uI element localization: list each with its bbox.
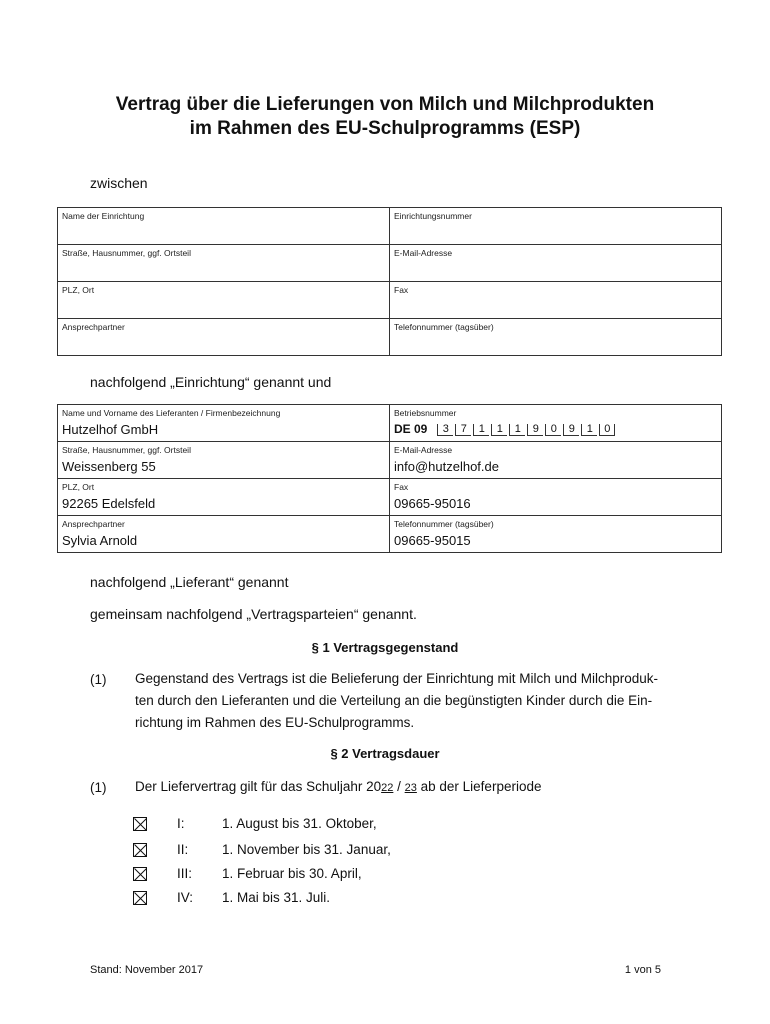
- supplier-number-digit: 7: [455, 424, 471, 436]
- supplier-name-field[interactable]: [58, 405, 390, 442]
- supplier-street-value: Weissenberg 55: [62, 459, 156, 474]
- supplier-contact-field[interactable]: [58, 516, 390, 553]
- section1-number: (1): [90, 672, 107, 687]
- after-institution-text: nachfolgend „Einrichtung“ genannt und: [90, 374, 332, 390]
- supplier-phone-value: 09665-95015: [394, 533, 471, 548]
- section2-heading: § 2 Vertragsdauer: [330, 746, 440, 761]
- institution-name-label: Name der Einrichtung: [62, 211, 145, 221]
- supplier-number-digit: 1: [473, 424, 489, 436]
- institution-name-field[interactable]: [58, 208, 390, 245]
- supplier-email-value: info@hutzelhof.de: [394, 459, 499, 474]
- period-roman: III:: [177, 866, 193, 881]
- supplier-number-digit: 0: [599, 424, 615, 436]
- supplier-contact-label: Ansprechpartner: [62, 519, 125, 529]
- checked-checkbox-icon[interactable]: [133, 867, 147, 881]
- period-roman: IV:: [177, 890, 194, 905]
- after-supplier-text: nachfolgend „Lieferant“ genannt: [90, 574, 289, 590]
- supplier-name-value: Hutzelhof GmbH: [62, 422, 159, 437]
- supplier-number-digit: 1: [581, 424, 597, 436]
- between-label: zwischen: [90, 175, 148, 191]
- document-title: [0, 93, 770, 141]
- supplier-number-digit: 1: [491, 424, 507, 436]
- period-dates: 1. Mai bis 31. Juli.: [222, 890, 331, 905]
- period-row: [133, 866, 362, 881]
- institution-fax-label: Fax: [394, 285, 409, 295]
- checked-checkbox-icon[interactable]: [133, 817, 147, 831]
- checked-checkbox-icon[interactable]: [133, 891, 147, 905]
- institution-contact-label: Ansprechpartner: [62, 322, 125, 332]
- supplier-zip-label: PLZ, Ort: [62, 482, 95, 492]
- supplier-number-digit: 0: [545, 424, 561, 436]
- institution-zip-label: PLZ, Ort: [62, 285, 95, 295]
- section1-text: Gegenstand des Vertrags ist die Belieferung der Einrichtung mit Milch und Milchproduk-ten durch den Lieferanten und die Verteilung an die begünstigten Kinder durch die Ein-richtung im Rahmen des EU-Schulprogramms.: [135, 671, 659, 730]
- supplier-name-label: Name und Vorname des Lieferanten / Firmenbezeichnung: [62, 408, 281, 418]
- institution-fax-field[interactable]: [390, 282, 722, 319]
- institution-number-field[interactable]: [390, 208, 722, 245]
- institution-number-label: Einrichtungsnummer: [394, 211, 472, 221]
- supplier-contact-value: Sylvia Arnold: [62, 533, 138, 548]
- title-line-2: im Rahmen des EU-Schulprogramms (ESP): [189, 118, 581, 139]
- section2-number: (1): [90, 780, 107, 795]
- supplier-phone-field[interactable]: [390, 516, 722, 553]
- section2-text-before: Der Liefervertrag gilt für das Schuljahr 20: [135, 779, 382, 794]
- supplier-number-field[interactable]: [390, 405, 722, 442]
- institution-table: [57, 207, 722, 356]
- supplier-street-label: Straße, Hausnummer, ggf. Ortsteil: [62, 445, 191, 455]
- supplier-email-label: E-Mail-Adresse: [394, 445, 453, 455]
- period-dates: 1. Februar bis 30. April,: [222, 866, 362, 881]
- supplier-number-digit: 9: [563, 424, 579, 436]
- supplier-table: [57, 404, 722, 553]
- supplier-number-value: [394, 422, 717, 436]
- school-year-end[interactable]: 23: [404, 782, 417, 794]
- period-row: [133, 842, 391, 857]
- supplier-fax-value: 09665-95016: [394, 496, 471, 511]
- supplier-zip-field[interactable]: [58, 479, 390, 516]
- supplier-zip-value: 92265 Edelsfeld: [62, 496, 156, 511]
- period-dates: 1. August bis 31. Oktober,: [222, 816, 377, 831]
- section2-text-after: ab der Lieferperiode: [416, 779, 542, 794]
- section1-heading: § 1 Vertragsgegenstand: [311, 640, 459, 655]
- school-year-start[interactable]: 22: [381, 782, 394, 794]
- institution-zip-field[interactable]: [58, 282, 390, 319]
- period-roman: I:: [177, 816, 185, 831]
- supplier-fax-label: Fax: [394, 482, 409, 492]
- footer-page-number: 1 von 5: [624, 964, 661, 976]
- supplier-number-digit: 3: [437, 424, 453, 436]
- section2-text: [135, 776, 675, 799]
- supplier-number-digit: 1: [509, 424, 525, 436]
- year-slash: /: [393, 779, 405, 794]
- institution-email-label: E-Mail-Adresse: [394, 248, 453, 258]
- institution-street-label: Straße, Hausnummer, ggf. Ortsteil: [62, 248, 191, 258]
- supplier-number-prefix: DE 09: [394, 422, 428, 436]
- supplier-email-field[interactable]: [390, 442, 722, 479]
- title-line-1: Vertrag über die Lieferungen von Milch und Milchprodukten: [115, 94, 655, 115]
- period-roman: II:: [177, 842, 189, 857]
- checked-checkbox-icon[interactable]: [133, 843, 147, 857]
- institution-phone-label: Telefonnummer (tagsüber): [394, 322, 494, 332]
- period-row: [133, 890, 330, 905]
- period-dates: 1. November bis 31. Januar,: [222, 842, 391, 857]
- institution-phone-field[interactable]: [390, 319, 722, 356]
- supplier-fax-field[interactable]: [390, 479, 722, 516]
- footer-status: Stand: November 2017: [90, 964, 204, 976]
- supplier-number-label: Betriebsnummer: [394, 408, 457, 418]
- institution-street-field[interactable]: [58, 245, 390, 282]
- together-text: gemeinsam nachfolgend „Vertragsparteien“ genannt.: [90, 606, 417, 622]
- period-row: [133, 816, 377, 831]
- supplier-phone-label: Telefonnummer (tagsüber): [394, 519, 494, 529]
- institution-contact-field[interactable]: [58, 319, 390, 356]
- supplier-street-field[interactable]: [58, 442, 390, 479]
- supplier-number-digit: 9: [527, 424, 543, 436]
- institution-email-field[interactable]: [390, 245, 722, 282]
